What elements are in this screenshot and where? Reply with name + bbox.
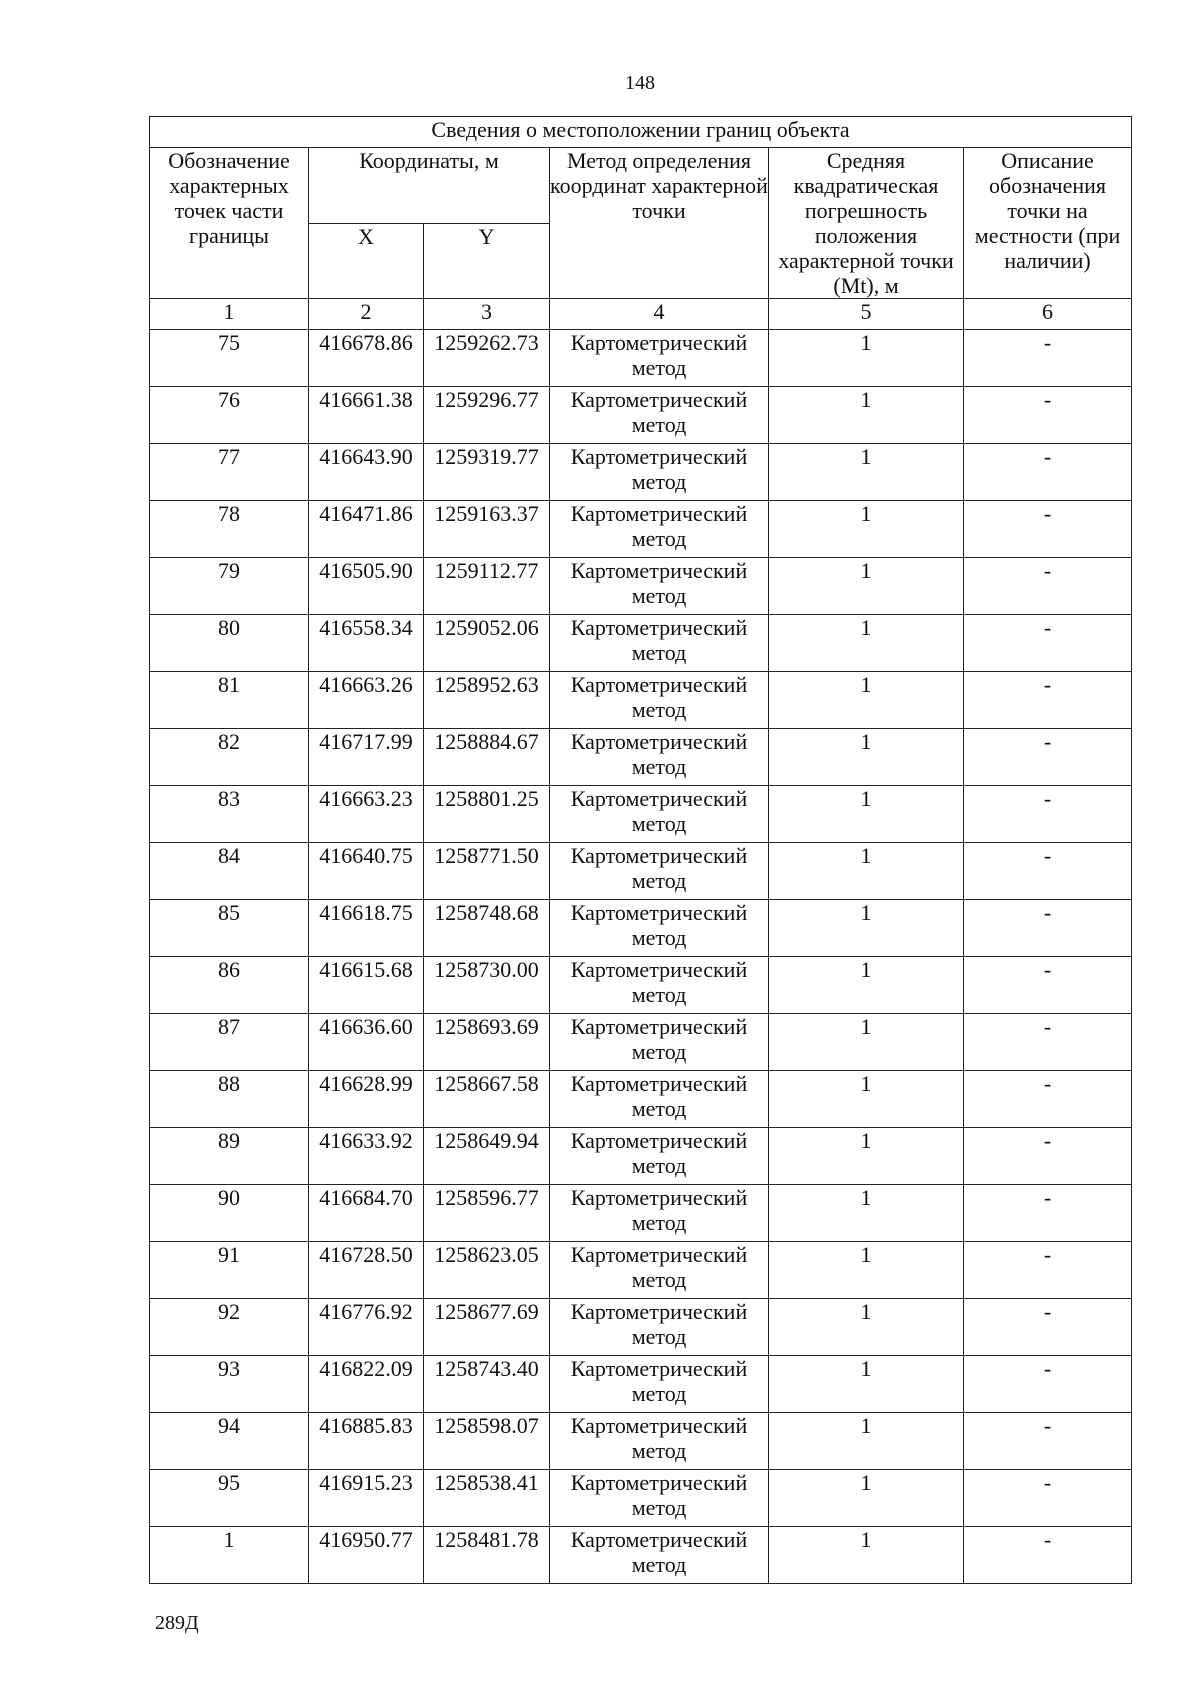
error-value: 1 — [769, 1071, 964, 1128]
y-coordinate: 1259262.73 — [424, 330, 550, 387]
x-coordinate: 416678.86 — [309, 330, 424, 387]
x-coordinate: 416558.34 — [309, 615, 424, 672]
y-coordinate: 1258771.50 — [424, 843, 550, 900]
error-value: 1 — [769, 1299, 964, 1356]
method-cell: Картометрический метод — [550, 1356, 769, 1413]
y-coordinate: 1258801.25 — [424, 786, 550, 843]
x-coordinate: 416633.92 — [309, 1128, 424, 1185]
header-coordinates: Координаты, м — [309, 148, 550, 224]
table-row — [150, 1470, 1132, 1527]
table-row — [150, 1128, 1132, 1185]
description-cell: - — [964, 558, 1132, 615]
table-caption: Сведения о местоположении границ объекта — [150, 117, 1132, 148]
description-cell: - — [964, 843, 1132, 900]
error-value: 1 — [769, 1413, 964, 1470]
point-number: 82 — [150, 729, 309, 786]
table-row — [150, 1242, 1132, 1299]
error-value: 1 — [769, 387, 964, 444]
table-row — [150, 330, 1132, 387]
method-cell: Картометрический метод — [550, 615, 769, 672]
y-coordinate: 1258623.05 — [424, 1242, 550, 1299]
y-coordinate: 1258677.69 — [424, 1299, 550, 1356]
method-cell: Картометрический метод — [550, 1299, 769, 1356]
table-row — [150, 900, 1132, 957]
description-cell: - — [964, 1071, 1132, 1128]
column-number-row — [150, 299, 1132, 330]
point-number: 88 — [150, 1071, 309, 1128]
boundary-coordinates-table — [149, 116, 1132, 1584]
method-cell: Картометрический метод — [550, 1413, 769, 1470]
y-coordinate: 1259112.77 — [424, 558, 550, 615]
description-cell: - — [964, 1014, 1132, 1071]
description-cell: - — [964, 1242, 1132, 1299]
x-coordinate: 416885.83 — [309, 1413, 424, 1470]
y-coordinate: 1258538.41 — [424, 1470, 550, 1527]
point-number: 86 — [150, 957, 309, 1014]
description-cell: - — [964, 957, 1132, 1014]
table-row — [150, 729, 1132, 786]
table-row — [150, 1071, 1132, 1128]
x-coordinate: 416684.70 — [309, 1185, 424, 1242]
header-y: Y — [424, 223, 550, 299]
x-coordinate: 416618.75 — [309, 900, 424, 957]
error-value: 1 — [769, 1185, 964, 1242]
point-number: 83 — [150, 786, 309, 843]
description-cell: - — [964, 1356, 1132, 1413]
error-value: 1 — [769, 1014, 964, 1071]
description-cell: - — [964, 330, 1132, 387]
x-coordinate: 416643.90 — [309, 444, 424, 501]
method-cell: Картометрический метод — [550, 843, 769, 900]
y-coordinate: 1259052.06 — [424, 615, 550, 672]
table-row — [150, 444, 1132, 501]
point-number: 85 — [150, 900, 309, 957]
point-number: 1 — [150, 1527, 309, 1584]
y-coordinate: 1258952.63 — [424, 672, 550, 729]
header-method: Метод определения координат характерной точки — [550, 148, 769, 299]
point-number: 89 — [150, 1128, 309, 1185]
description-cell: - — [964, 1128, 1132, 1185]
x-coordinate: 416728.50 — [309, 1242, 424, 1299]
y-coordinate: 1258481.78 — [424, 1527, 550, 1584]
method-cell: Картометрический метод — [550, 1014, 769, 1071]
error-value: 1 — [769, 1128, 964, 1185]
header-x: X — [309, 223, 424, 299]
method-cell: Картометрический метод — [550, 900, 769, 957]
error-value: 1 — [769, 1527, 964, 1584]
header-error: Средняя квадратическая погрешность положения характерной точки (Mt), м — [769, 148, 964, 299]
table-row — [150, 786, 1132, 843]
point-number: 91 — [150, 1242, 309, 1299]
column-number: 6 — [964, 299, 1132, 330]
y-coordinate: 1258884.67 — [424, 729, 550, 786]
point-number: 78 — [150, 501, 309, 558]
x-coordinate: 416471.86 — [309, 501, 424, 558]
description-cell: - — [964, 1527, 1132, 1584]
table-row — [150, 1527, 1132, 1584]
y-coordinate: 1259163.37 — [424, 501, 550, 558]
error-value: 1 — [769, 558, 964, 615]
description-cell: - — [964, 1413, 1132, 1470]
y-coordinate: 1259296.77 — [424, 387, 550, 444]
method-cell: Картометрический метод — [550, 729, 769, 786]
column-number: 3 — [424, 299, 550, 330]
description-cell: - — [964, 444, 1132, 501]
point-number: 93 — [150, 1356, 309, 1413]
table-row — [150, 843, 1132, 900]
x-coordinate: 416717.99 — [309, 729, 424, 786]
point-number: 90 — [150, 1185, 309, 1242]
x-coordinate: 416505.90 — [309, 558, 424, 615]
description-cell: - — [964, 900, 1132, 957]
error-value: 1 — [769, 330, 964, 387]
method-cell: Картометрический метод — [550, 330, 769, 387]
x-coordinate: 416615.68 — [309, 957, 424, 1014]
method-cell: Картометрический метод — [550, 1071, 769, 1128]
point-number: 77 — [150, 444, 309, 501]
point-number: 76 — [150, 387, 309, 444]
method-cell: Картометрический метод — [550, 558, 769, 615]
method-cell: Картометрический метод — [550, 786, 769, 843]
description-cell: - — [964, 672, 1132, 729]
error-value: 1 — [769, 729, 964, 786]
point-number: 81 — [150, 672, 309, 729]
method-cell: Картометрический метод — [550, 1527, 769, 1584]
table-row — [150, 558, 1132, 615]
error-value: 1 — [769, 615, 964, 672]
error-value: 1 — [769, 672, 964, 729]
table-row — [150, 387, 1132, 444]
method-cell: Картометрический метод — [550, 387, 769, 444]
point-number: 84 — [150, 843, 309, 900]
y-coordinate: 1258596.77 — [424, 1185, 550, 1242]
x-coordinate: 416663.26 — [309, 672, 424, 729]
description-cell: - — [964, 1470, 1132, 1527]
column-number: 2 — [309, 299, 424, 330]
table-row — [150, 1299, 1132, 1356]
x-coordinate: 416950.77 — [309, 1527, 424, 1584]
table-row — [150, 615, 1132, 672]
table-row — [150, 1413, 1132, 1470]
method-cell: Картометрический метод — [550, 1242, 769, 1299]
method-cell: Картометрический метод — [550, 1185, 769, 1242]
x-coordinate: 416822.09 — [309, 1356, 424, 1413]
y-coordinate: 1258667.58 — [424, 1071, 550, 1128]
description-cell: - — [964, 1185, 1132, 1242]
table-row — [150, 501, 1132, 558]
y-coordinate: 1259319.77 — [424, 444, 550, 501]
error-value: 1 — [769, 900, 964, 957]
y-coordinate: 1258730.00 — [424, 957, 550, 1014]
description-cell: - — [964, 786, 1132, 843]
x-coordinate: 416776.92 — [309, 1299, 424, 1356]
table-row — [150, 1014, 1132, 1071]
x-coordinate: 416663.23 — [309, 786, 424, 843]
table-row — [150, 957, 1132, 1014]
error-value: 1 — [769, 501, 964, 558]
x-coordinate: 416661.38 — [309, 387, 424, 444]
y-coordinate: 1258598.07 — [424, 1413, 550, 1470]
point-number: 80 — [150, 615, 309, 672]
error-value: 1 — [769, 1356, 964, 1413]
description-cell: - — [964, 615, 1132, 672]
method-cell: Картометрический метод — [550, 1470, 769, 1527]
y-coordinate: 1258748.68 — [424, 900, 550, 957]
header-description: Описание обозначения точки на местности (при наличии) — [964, 148, 1132, 299]
x-coordinate: 416636.60 — [309, 1014, 424, 1071]
method-cell: Картометрический метод — [550, 501, 769, 558]
table-row — [150, 1185, 1132, 1242]
x-coordinate: 416640.75 — [309, 843, 424, 900]
method-cell: Картометрический метод — [550, 957, 769, 1014]
column-number: 1 — [150, 299, 309, 330]
method-cell: Картометрический метод — [550, 672, 769, 729]
point-number: 79 — [150, 558, 309, 615]
x-coordinate: 416915.23 — [309, 1470, 424, 1527]
description-cell: - — [964, 729, 1132, 786]
description-cell: - — [964, 501, 1132, 558]
y-coordinate: 1258693.69 — [424, 1014, 550, 1071]
method-cell: Картометрический метод — [550, 1128, 769, 1185]
description-cell: - — [964, 387, 1132, 444]
column-number: 5 — [769, 299, 964, 330]
column-number: 4 — [550, 299, 769, 330]
error-value: 1 — [769, 957, 964, 1014]
table-row — [150, 672, 1132, 729]
table-row — [150, 1356, 1132, 1413]
point-number: 87 — [150, 1014, 309, 1071]
document-code: 289Д — [155, 1612, 199, 1634]
error-value: 1 — [769, 786, 964, 843]
y-coordinate: 1258743.40 — [424, 1356, 550, 1413]
error-value: 1 — [769, 1470, 964, 1527]
point-number: 75 — [150, 330, 309, 387]
error-value: 1 — [769, 843, 964, 900]
error-value: 1 — [769, 444, 964, 501]
point-number: 92 — [150, 1299, 309, 1356]
point-number: 94 — [150, 1413, 309, 1470]
page-number: 148 — [625, 72, 655, 94]
method-cell: Картометрический метод — [550, 444, 769, 501]
header-point-designation: Обозначение характерных точек части границы — [150, 148, 309, 299]
point-number: 95 — [150, 1470, 309, 1527]
description-cell: - — [964, 1299, 1132, 1356]
error-value: 1 — [769, 1242, 964, 1299]
y-coordinate: 1258649.94 — [424, 1128, 550, 1185]
x-coordinate: 416628.99 — [309, 1071, 424, 1128]
